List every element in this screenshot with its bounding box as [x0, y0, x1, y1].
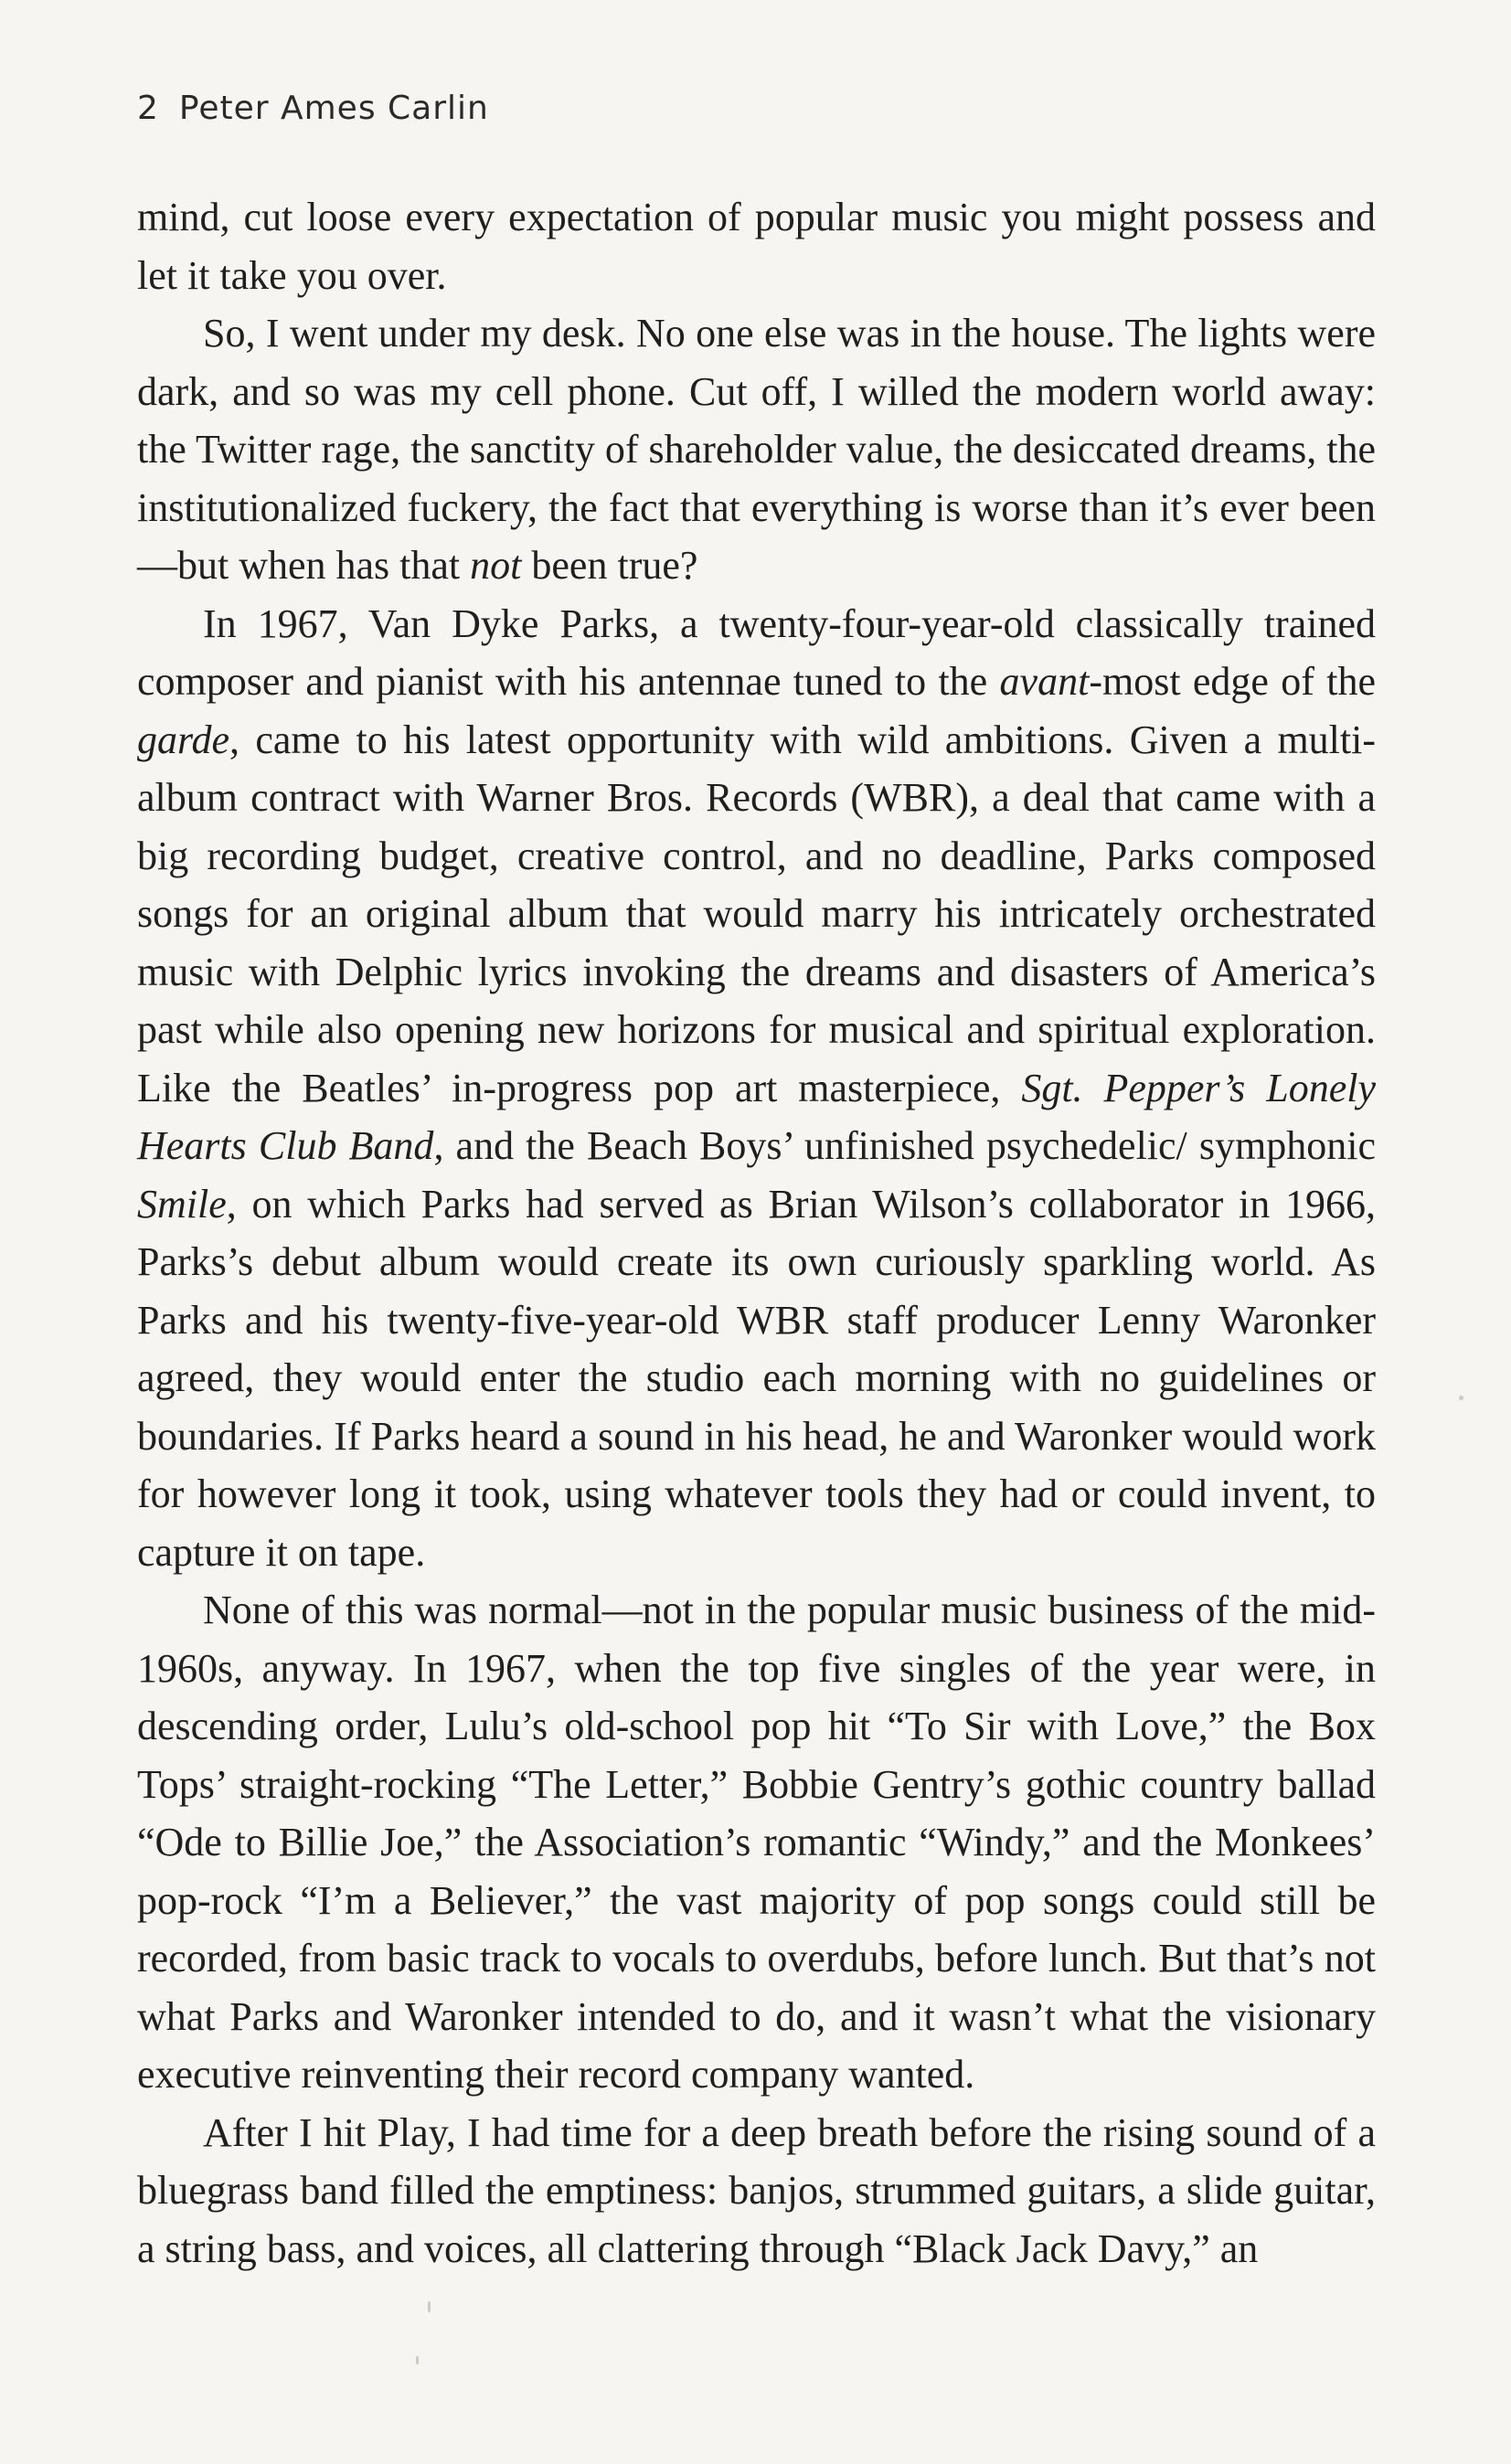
paragraph — [137, 1581, 1376, 2104]
text-run: , on which Parks had served as Brian Wilson’s collaborator in 1966, Parks’s debut album would create its own curiously sparkling world. As Parks and his twenty-five-year-old WBR staff producer Lenny Waronker agreed, they would enter the studio each morning with no guidelines or boundaries. If Parks heard a sound in his head, he and Waronker would work for however long it took, using whatever tools they had or could invent, to capture it on tape. — [137, 1181, 1376, 1575]
text-run: In 1967, Van Dyke Parks, a twenty-four-year-old classically trained composer and pianist with his antennae tuned to the — [137, 600, 1376, 704]
text-run: -most edge of the — [1089, 659, 1376, 704]
text-run: , came to his latest opportunity with wild ambitions. Given a multi-album contract with Warner Bros. Records (WBR), a deal that came with a big recording budget, creative control, and no deadline, Parks composed songs for an original album that would marry his intricately orchestrated music with Delphic lyrics invoking the dreams and disasters of America’s past while also opening new horizons for musical and spiritual exploration. Like the Beatles’ in-progress pop art masterpiece, — [137, 717, 1376, 1110]
paper-speck — [428, 2301, 431, 2312]
italic-text: Sgt. Pepper’s Lonely Hearts Club Band — [137, 1065, 1376, 1168]
text-run: , and the Beach Boys’ unfinished psychedelic/ symphonic — [433, 1123, 1376, 1168]
paragraph — [137, 304, 1376, 595]
italic-text: avant — [999, 659, 1090, 704]
paper-speck — [1459, 1396, 1463, 1400]
author-name: Peter Ames Carlin — [178, 90, 489, 127]
body-text — [137, 188, 1376, 2278]
paragraph — [137, 2104, 1376, 2278]
paragraph — [137, 595, 1376, 1582]
running-head — [137, 90, 489, 127]
text-run: None of this was normal—not in the popular music business of the mid-1960s, anyway. In 1967, when the top five singles of the year were, in descending order, Lulu’s old-school pop hit “To Sir with Love,” the Box Tops’ straight-rocking “The Letter,” Bobbie Gentry’s gothic country ballad “Ode to Billie Joe,” the Association’s romantic “Windy,” and the Monkees’ pop-rock “I’m a Believer,” the vast majority of pop songs could still be recorded, from basic track to vocals to overdubs, before lunch. But that’s not what Parks and Waronker intended to do, and it wasn’t what the visionary executive reinventing their record company wanted. — [137, 1588, 1376, 2097]
text-run: After I hit Play, I had time for a deep breath before the rising sound of a bluegrass band filled the emptiness: banjos, strummed guitars, a slide guitar, a string bass, and voices, all clattering through “Black Jack Davy,” an — [137, 2109, 1376, 2271]
italic-text: not — [470, 543, 522, 588]
paper-speck — [416, 2356, 419, 2364]
italic-text: Smile — [137, 1181, 227, 1227]
text-run: mind, cut loose every expectation of popular music you might possess and let it take you over. — [137, 195, 1376, 298]
text-run: been true? — [521, 543, 698, 588]
italic-text: garde — [137, 717, 230, 762]
paragraph — [137, 188, 1376, 304]
page-number: 2 — [137, 90, 159, 127]
text-run: So, I went under my desk. No one else was in the house. The lights were dark, and so was my cell phone. Cut off, I willed the modern world away: the Twitter rage, the sanctity of shareholder value, the desiccated dreams, the institutionalized fuckery, the fact that everything is worse than it’s ever been—but when has that — [137, 311, 1376, 588]
